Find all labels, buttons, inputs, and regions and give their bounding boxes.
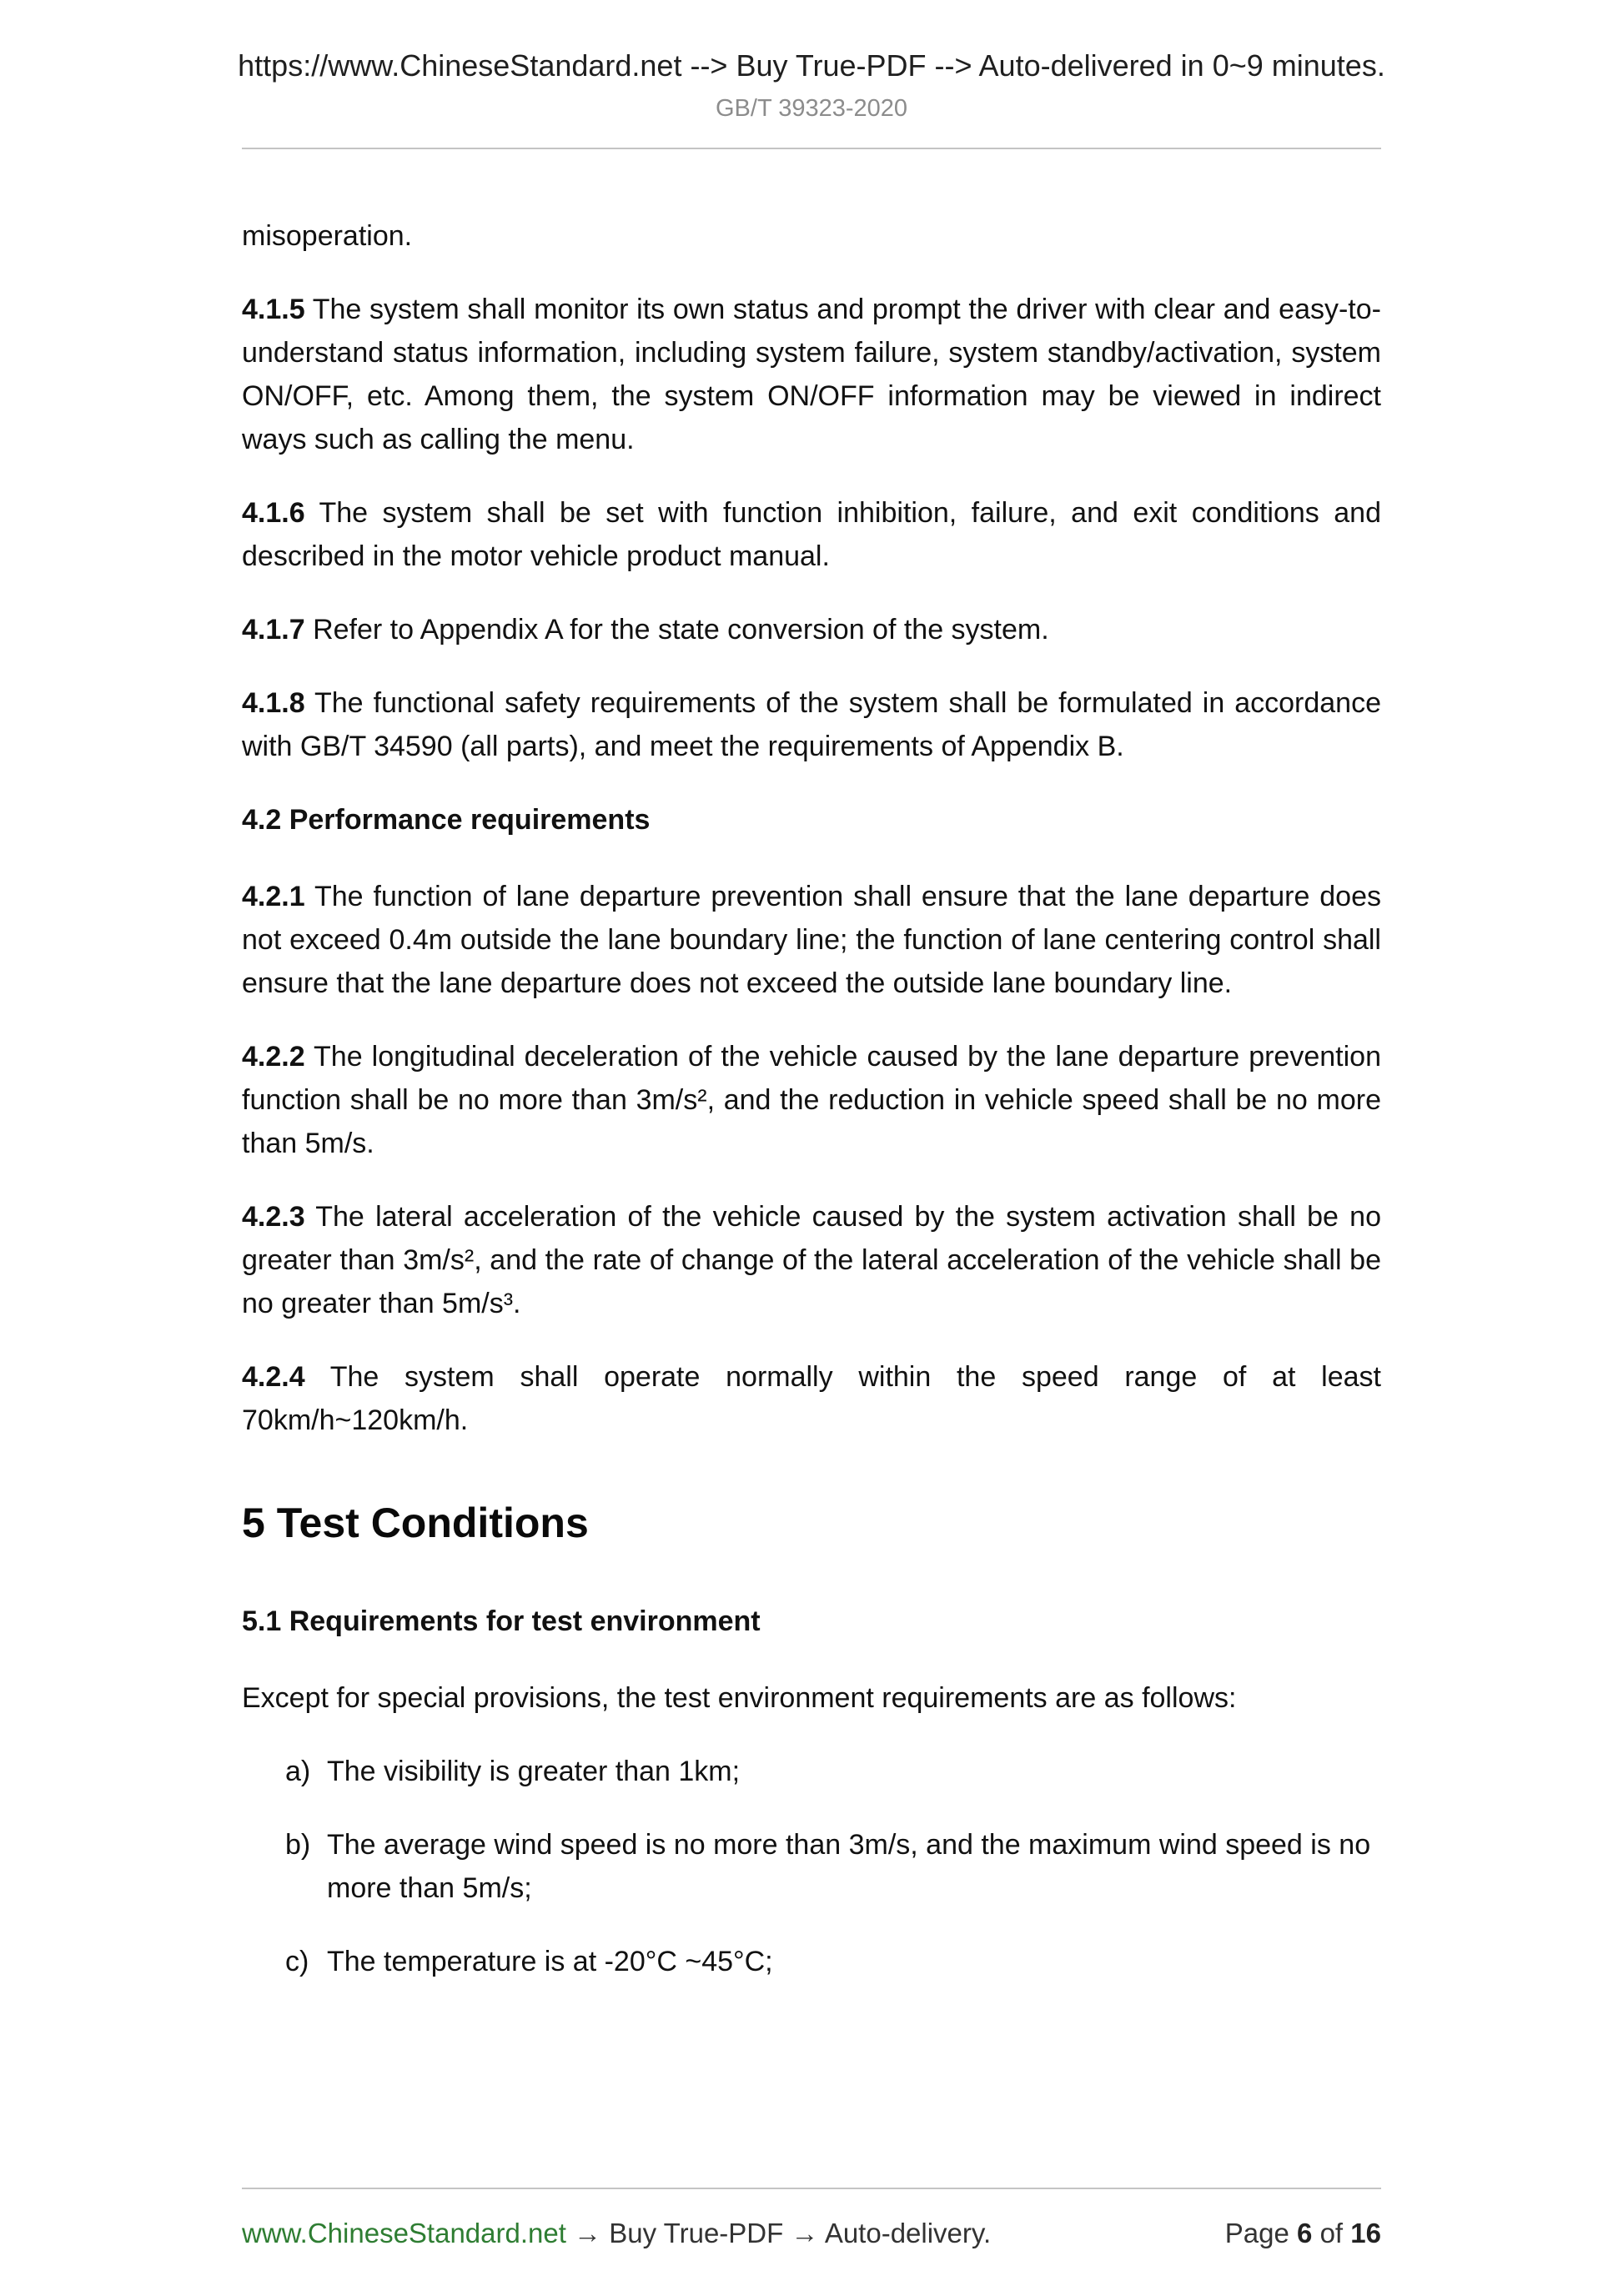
clause-text: The system shall operate normally within the speed range of at least 70km/h~120km/h. <box>242 1361 1381 1436</box>
clause-number: 4.2.3 <box>242 1201 305 1233</box>
section-heading-5: 5 Test Conditions <box>242 1500 589 1546</box>
page-header <box>0 0 1623 149</box>
document-number: GB/T 39323-2020 <box>715 95 908 122</box>
footer-divider <box>242 2188 1381 2189</box>
list-item-a <box>242 1750 1381 1793</box>
clause-4-1-8 <box>242 681 1381 768</box>
list-item-b <box>242 1823 1381 1910</box>
subheading-5-1: 5.1 Requirements for test environment <box>242 1605 761 1637</box>
list-marker: c) <box>285 1945 309 1977</box>
header-url-link[interactable]: https://www.ChineseStandard.net --> Buy True-PDF --> Auto-delivered in 0~9 minutes. <box>238 48 1385 83</box>
clause-4-1-6 <box>242 491 1381 578</box>
list-item-text: The temperature is at -20°C ~45°C; <box>327 1945 773 1977</box>
list-marker: a) <box>285 1755 311 1787</box>
list-item-text: The visibility is greater than 1km; <box>327 1755 741 1787</box>
clause-number: 4.1.6 <box>242 497 305 529</box>
clause-number: 4.2.2 <box>242 1041 305 1073</box>
of-label: of <box>1319 2218 1344 2248</box>
page-label: Page <box>1224 2218 1289 2248</box>
clause-4-2-1 <box>242 875 1381 1005</box>
document-content <box>0 149 1623 1983</box>
clause-4-1-7 <box>242 608 1381 651</box>
clause-text: The system shall monitor its own status and prompt the driver with clear and easy-to-understand status information, including system failure, system standby/activation, system ON/OFF, etc. Among them, the system ON/OFF information may be viewed in indirect ways such as calling the menu. <box>242 294 1381 455</box>
clause-text: The function of lane departure prevention shall ensure that the lane departure does not exceed 0.4m outside the lane boundary line; the function of lane centering control shall ensure that the lane departure does not exceed the outside lane boundary line. <box>242 881 1381 999</box>
footer-page-indicator <box>1225 2218 1381 2249</box>
footer-delivery-text: → Buy True-PDF → Auto-delivery. <box>574 2218 992 2248</box>
clause-number: 4.2.1 <box>242 881 305 912</box>
list-item-text: The average wind speed is no more than 3m/s, and the maximum wind speed is no more than 5m/s; <box>327 1828 1371 1904</box>
page-footer <box>242 2188 1381 2249</box>
clause-4-1-5 <box>242 288 1381 461</box>
subheading-4-2: 4.2 Performance requirements <box>242 804 651 836</box>
clause-number: 4.1.8 <box>242 687 305 719</box>
clause-number: 4.1.5 <box>242 294 305 325</box>
intro-5-1: Except for special provisions, the test environment requirements are as follows: <box>242 1681 1237 1714</box>
clause-number: 4.2.4 <box>242 1361 305 1393</box>
clause-text: The longitudinal deceleration of the vehicle caused by the lane departure prevention function shall be no more than 3m/s², and the reduction in vehicle speed shall be no more than 5m/s. <box>242 1041 1381 1159</box>
list-item-c <box>242 1940 1381 1983</box>
clause-4-2-3 <box>242 1195 1381 1325</box>
footer-delivery-line <box>242 2218 991 2249</box>
clause-text: The system shall be set with function inhibition, failure, and exit conditions and described in the motor vehicle product manual. <box>242 497 1381 572</box>
list-marker: b) <box>285 1828 311 1861</box>
page-current: 6 <box>1297 2218 1313 2248</box>
clause-number: 4.1.7 <box>242 614 305 646</box>
footer-row <box>242 2218 1381 2249</box>
page-total: 16 <box>1350 2218 1381 2248</box>
clause-4-2-2 <box>242 1035 1381 1165</box>
clause-text: The lateral acceleration of the vehicle caused by the system activation shall be no greater than 3m/s², and the rate of change of the lateral acceleration of the vehicle shall be no greater than 5m/s³. <box>242 1201 1381 1319</box>
footer-site-link[interactable]: www.ChineseStandard.net <box>242 2218 566 2248</box>
clause-4-2-4 <box>242 1355 1381 1442</box>
clause-text: Refer to Appendix A for the state conversion of the system. <box>313 614 1049 646</box>
clause-text: The functional safety requirements of the system shall be formulated in accordance with GB/T 34590 (all parts), and meet the requirements of Appendix B. <box>242 687 1381 762</box>
paragraph-continuation: misoperation. <box>242 220 413 252</box>
